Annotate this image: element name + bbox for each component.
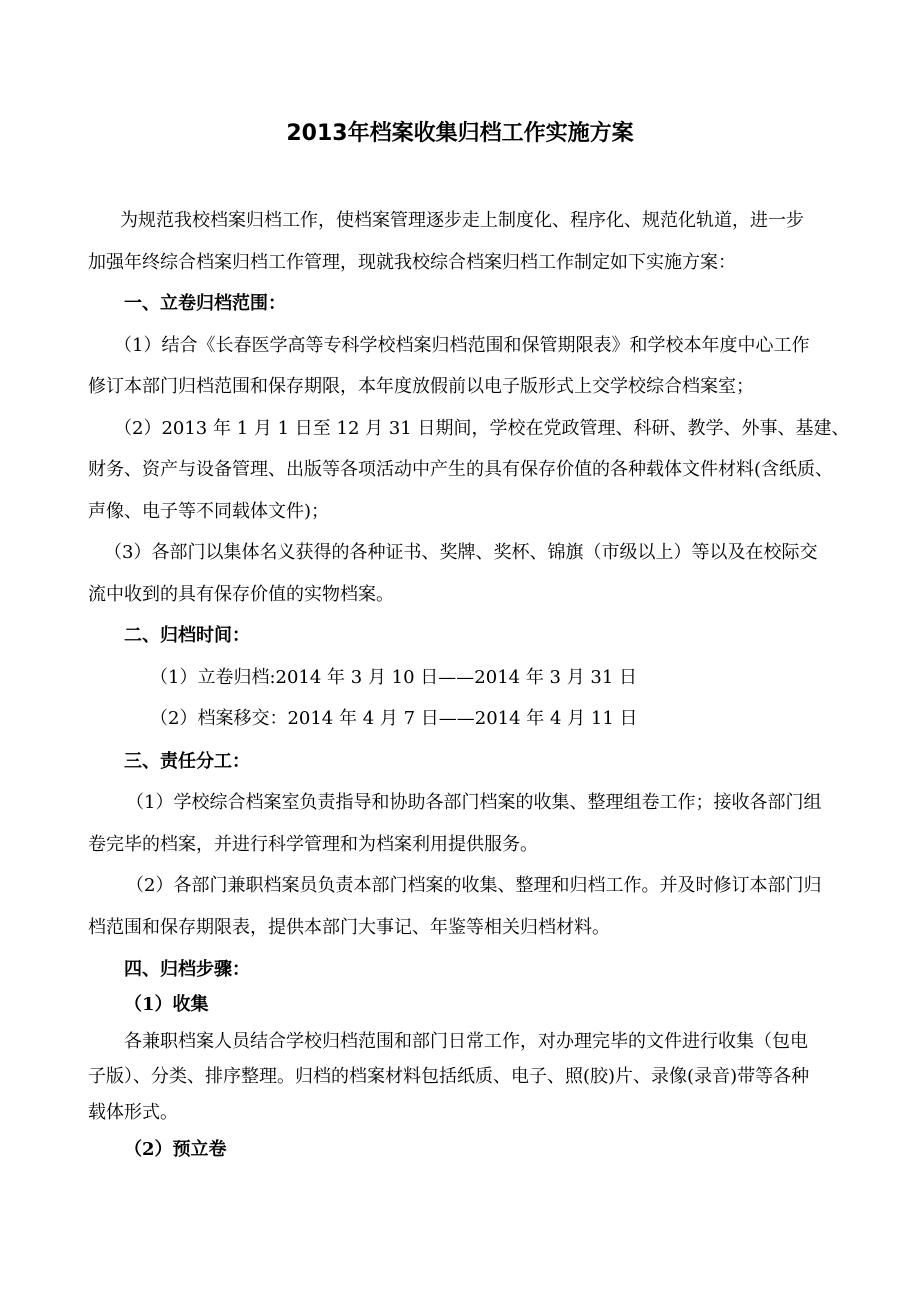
document-title: 2013年档案收集归档工作实施方案 (286, 121, 634, 146)
section1-item3-line-1: （3）各部门以集体名义获得的各种证书、奖牌、奖杯、锦旗（市级以上）等以及在校际交 (104, 542, 818, 563)
section1-item2-line-1: （2）2013 年 1 月 1 日至 12 月 31 日期间，学校在党政管理、科研、教学、外事、基建、 (114, 418, 850, 439)
section4-step1-line-3: 载体形式。 (88, 1102, 178, 1123)
section3-item2-line-1: （2）各部门兼职档案员负责本部门档案的收集、整理和归档工作。并及时修订本部门归 (126, 875, 822, 896)
section4-step1-line-2: 子版）、分类、排序整理。归档的档案材料包括纸质、电子、照(胶)片、录像(录音)带等各种 (88, 1066, 810, 1087)
section2-item2: （2）档案移交：2014 年 4 月 7 日——2014 年 4 月 11 日 (150, 708, 638, 729)
section4-heading: 四、归档步骤： (124, 959, 250, 980)
intro-line-2: 加强年终综合档案归档工作管理，现就我校综合档案归档工作制定如下实施方案： (88, 252, 736, 273)
section2-item1: （1）立卷归档:2014 年 3 月 10 日——2014 年 3 月 31 日 (150, 667, 638, 688)
section1-item1-line-2: 修订本部门归档范围和保存期限，本年度放假前以电子版形式上交学校综合档案室； (88, 376, 754, 397)
section3-item1-line-2: 卷完毕的档案，并进行科学管理和为档案利用提供服务。 (88, 834, 538, 855)
section3-item1-line-1: （1）学校综合档案室负责指导和协助各部门档案的收集、整理组卷工作；接收各部门组 (126, 792, 822, 813)
section1-heading: 一、立卷归档范围： (124, 293, 286, 314)
intro-line-1: 为规范我校档案归档工作，使档案管理逐步走上制度化、程序化、规范化轨道，进一步 (120, 210, 804, 231)
section4-step2-heading: （2）预立卷 (124, 1139, 227, 1160)
section1-item1-line-1: （1）结合《长春医学高等专科学校档案归档范围和保管期限表》和学校本年度中心工作 (114, 335, 810, 356)
section3-item2-line-2: 档范围和保存期限表，提供本部门大事记、年鉴等相关归档材料。 (88, 917, 610, 938)
section1-item2-line-2: 财务、资产与设备管理、出版等各项活动中产生的具有保存价值的各种载体文件材料(含纸质、 (88, 459, 834, 480)
section4-step1-heading: （1）收集 (124, 994, 209, 1015)
section2-heading: 二、归档时间： (124, 625, 250, 646)
section1-item3-line-2: 流中收到的具有保存价值的实物档案。 (88, 584, 394, 605)
section4-step1-line-1: 各兼职档案人员结合学校归档范围和部门日常工作，对办理完毕的文件进行收集（包电 (124, 1031, 808, 1052)
section1-item2-line-3: 声像、电子等不同载体文件)； (88, 501, 330, 522)
section3-heading: 三、责任分工： (124, 751, 250, 772)
